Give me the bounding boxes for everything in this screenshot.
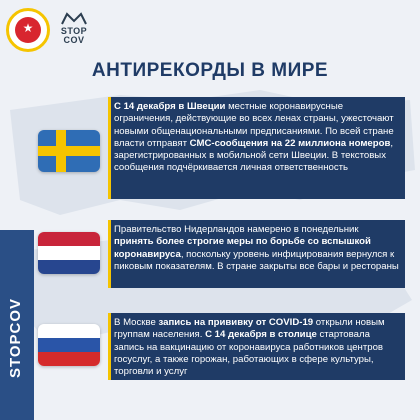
card-accent-bar [108, 313, 111, 380]
card-text: С 14 декабря в Швеции [114, 101, 226, 112]
card-text: Правительство Нидерландов намерено в понедельник [114, 224, 359, 235]
russia-flag-icon [38, 324, 100, 366]
card-text: открыли новым группам населения. [114, 317, 385, 341]
info-card-sweden [108, 97, 405, 199]
stop-logo-line2: COV [63, 35, 85, 45]
card-text: , поскольку уровень инфицирования вернулся к пиковым показателям. В стране закрыты все бары и рестораны [114, 248, 399, 272]
info-card-netherlands [108, 220, 405, 288]
emergency-badge-logo [6, 8, 50, 52]
card-text: С 14 декабря в столице [205, 329, 317, 341]
netherlands-flag-icon [38, 232, 100, 274]
stop-logo-line1: STOP [60, 26, 88, 36]
sweden-flag-icon [38, 130, 100, 172]
card-text: принять более строгие меры по борьбе со вспышкой коронавируса [114, 236, 371, 260]
card-text: В Москве [114, 317, 159, 328]
card-text: стартовала запись на вакцинацию от коронавируса работников центров госуслуг, а также горожан, работающих в сфере культуры, торговли и услуг [114, 329, 383, 378]
card-accent-bar [108, 220, 111, 288]
side-brand-label: STOPCOV [7, 297, 24, 379]
info-card-russia [108, 313, 405, 380]
card-accent-bar [108, 97, 111, 199]
card-text: запись на прививку от COVID-19 [158, 317, 314, 328]
page-title: АНТИРЕКОРДЫ В МИРЕ [91, 60, 329, 81]
card-text: местные коронавирусные ограничения, действующие во всех ленах страны, ужесточают новыми общенациональными предписаниями. По всей стране власти отправят [114, 101, 394, 149]
card-text: СМС-сообщения на 22 миллиона номеров [189, 137, 391, 149]
card-text: , зарегистрированных в мобильной сети Швеции. В текстовых сообщения подчёркивается личная ответственность [114, 137, 394, 174]
star-icon: ★ [22, 21, 34, 35]
